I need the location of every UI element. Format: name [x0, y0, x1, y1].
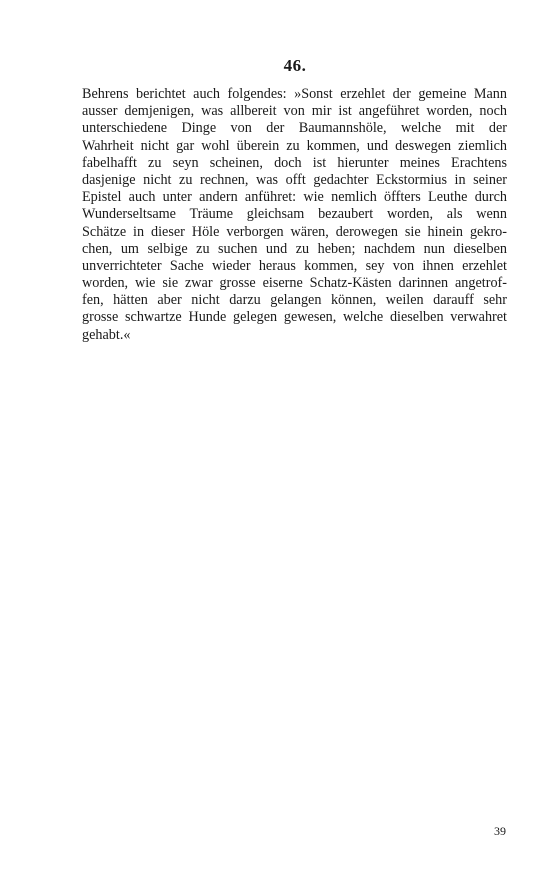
text-line: grosse schwartze Hunde gelegen gewesen, welche dieselben verwahret: [82, 309, 507, 326]
section-number: 46.: [283, 56, 307, 75]
text-line: chen, um selbige zu suchen und zu heben; nachdem nun dieselben: [82, 240, 507, 257]
text-line: Wahrheit nicht gar wohl überein zu kommen, und deswegen ziemlich: [82, 137, 507, 154]
text-line: fen, hätten aber nicht darzu gelangen können, weilen darauff sehr: [82, 292, 507, 309]
text-line: unterschiedene Dinge von der Baumannshöle, welche mit der: [82, 120, 507, 137]
text-line: fabelhafft zu seyn scheinen, doch ist hierunter meines Erachtens: [82, 154, 507, 171]
text-line: worden, wie sie zwar grosse eiserne Schatz-Kästen darinnen angetrof-: [82, 275, 507, 292]
page-number: 39: [494, 824, 506, 838]
text-line: Schätze in dieser Höle verborgen wären, derowegen sie hinein gekro-: [82, 223, 507, 240]
text-line: unverrichteter Sache wieder heraus kommen, sey von ihnen erzehlet: [82, 257, 507, 274]
text-line: gehabt.«: [82, 326, 131, 343]
text-line: Epistel auch unter andern anführet: wie nemlich öffters Leuthe durch: [82, 189, 507, 206]
text-line: Behrens berichtet auch folgendes: »Sonst erzehlet der gemeine Mann: [82, 86, 507, 102]
text-line: ausser demjenigen, was allbereit von mir ist angeführet worden, noch: [82, 103, 507, 120]
paragraph: [82, 86, 507, 344]
text-line: dasjenige nicht zu rechnen, was offt gedachter Eckstormius in seiner: [82, 171, 507, 188]
text-line: Wunderseltsame Träume gleichsam bezaubert worden, als wenn: [82, 206, 507, 223]
